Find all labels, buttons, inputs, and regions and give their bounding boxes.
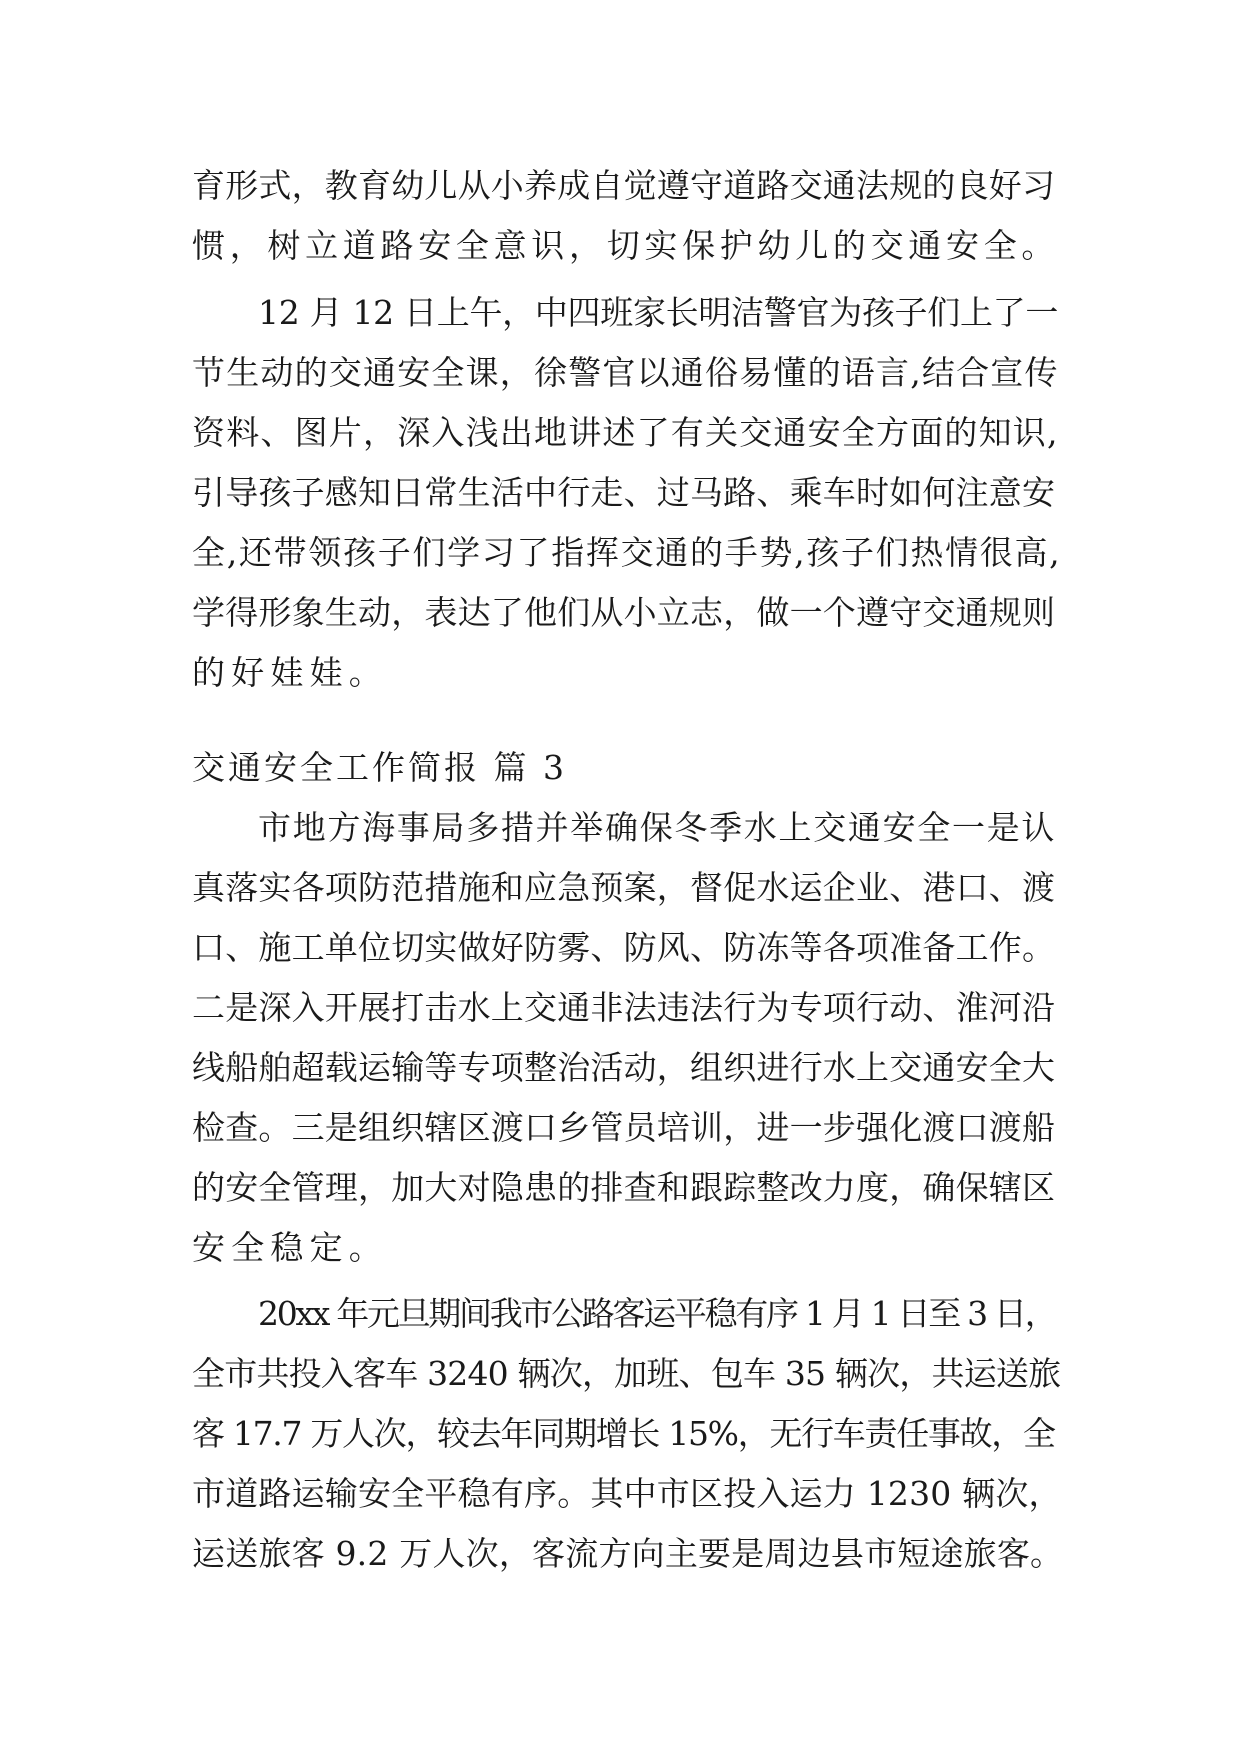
paragraph-4-line-1: 20xx 年元旦期间我市公路客运平稳有序 1 月 1 日至 3 日， (258, 1294, 1056, 1333)
paragraph-2-line-1: 12 月 12 日上午，中四班家长明洁警官为孩子们上了一 (258, 293, 1059, 332)
paragraph-2-line-4: 引导孩子感知日常生活中行走、过马路、乘车时如何注意安 (192, 473, 1056, 512)
paragraph-3-line-1: 市地方海事局多措并举确保冬季水上交通安全一是认 (258, 808, 1057, 847)
paragraph-2-line-3: 资料、图片，深入浅出地讲述了有关交通安全方面的知识, (192, 413, 1059, 452)
paragraph-4-line-3: 客 17.7 万人次，较去年同期增长 15%，无行车责任事故，全 (192, 1414, 1055, 1453)
section-heading: 交通安全工作简报 篇 3 (192, 748, 567, 787)
paragraph-3-line-7: 的安全管理，加大对隐患的排查和跟踪整改力度，确保辖区 (192, 1168, 1056, 1207)
paragraph-1-line-2: 惯，树立道路安全意识，切实保护幼儿的交通安全。 (192, 226, 1060, 265)
paragraph-2-line-2: 节生动的交通安全课，徐警官以通俗易懂的语言,结合宣传 (192, 353, 1059, 392)
paragraph-3-line-4: 二是深入开展打击水上交通非法违法行为专项行动、淮河沿 (192, 988, 1056, 1027)
paragraph-3-line-2: 真落实各项防范措施和应急预案，督促水运企业、港口、渡 (192, 868, 1056, 907)
paragraph-3-line-8: 安全稳定。 (192, 1228, 388, 1267)
paragraph-4-line-2: 全市共投入客车 3240 辆次，加班、包车 35 辆次，共运送旅 (192, 1354, 1061, 1393)
paragraph-1-line-1: 育形式，教育幼儿从小养成自觉遵守道路交通法规的良好习 (192, 166, 1056, 205)
paragraph-3-line-5: 线船舶超载运输等专项整治活动，组织进行水上交通安全大 (192, 1048, 1056, 1087)
paragraph-3-line-6: 检查。三是组织辖区渡口乡管员培训，进一步强化渡口渡船 (192, 1108, 1056, 1147)
paragraph-4-line-5: 运送旅客 9.2 万人次，客流方向主要是周边县市短途旅客。 (192, 1534, 1064, 1573)
paragraph-2-line-7: 的好娃娃。 (192, 653, 388, 692)
paragraph-2-line-5: 全,还带领孩子们学习了指挥交通的手势,孩子们热情很高, (192, 533, 1062, 572)
paragraph-3-line-3: 口、施工单位切实做好防雾、防风、防冻等各项准备工作。 (192, 928, 1056, 967)
paragraph-4-line-4: 市道路运输安全平稳有序。其中市区投入运力 1230 辆次， (192, 1474, 1062, 1513)
paragraph-2-line-6: 学得形象生动，表达了他们从小立志，做一个遵守交通规则 (192, 593, 1056, 632)
